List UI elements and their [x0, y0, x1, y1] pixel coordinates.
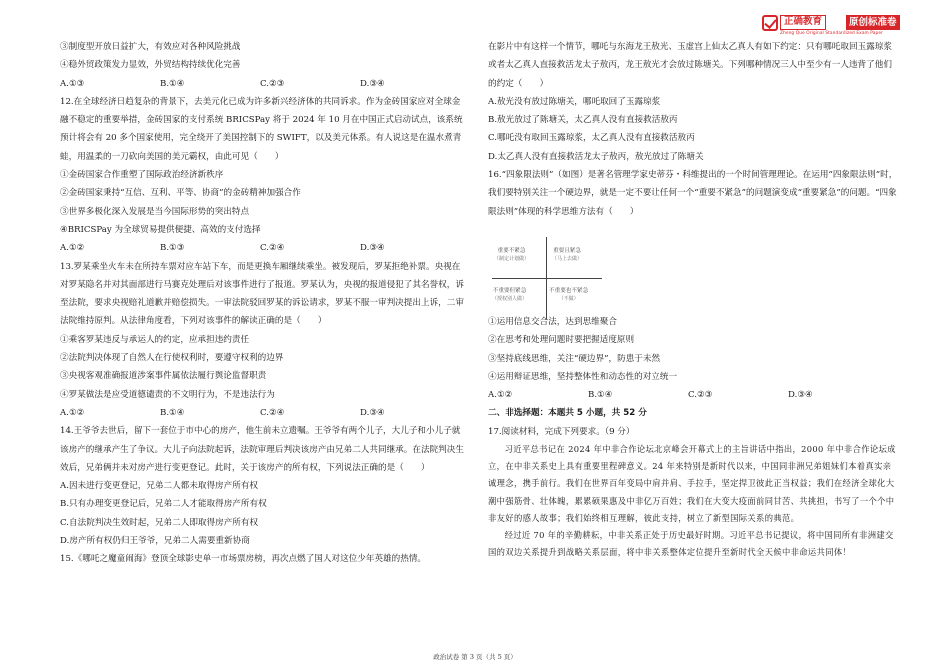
- q12-option-4: ④BRICSPay 为全球贸易提供便捷、高效的支付选择: [60, 224, 261, 235]
- quadrant-bottom-right: 不重要也不紧急 （不做）: [549, 288, 589, 302]
- vertical-axis: [546, 237, 547, 319]
- publisher-logo: [762, 13, 932, 39]
- q12-choices: [60, 239, 465, 257]
- logo-tag: 原创标准卷: [846, 15, 900, 30]
- horizontal-axis: [492, 278, 602, 279]
- q15-option-d: D.太乙真人没有直接救活龙太子敖丙，敖光放过了陈塘关: [488, 151, 704, 162]
- q15-option-c: C.哪吒没有取回玉露琼浆，太乙真人没有直接救活敖丙: [488, 133, 695, 144]
- q11-option-4: ④稳外贸政策发力显效，外贸结构持续优化完善: [60, 60, 241, 71]
- choice-c: C.②③: [260, 78, 285, 89]
- choice-b: B.①③: [160, 243, 185, 254]
- q17-stem: 17.阅读材料，完成下列要求。（9 分）: [488, 426, 635, 437]
- q15-stem: 15.《哪吒之魔童闹海》登顶全球影史单一市场票房榜，再次点燃了国人对这位少年英雄的热情。: [60, 554, 427, 565]
- q16-stem: 16.“四象限法则”（如图）是著名管理学家史蒂芬・科维提出的一个时间管理理论。在运用“四象限法则”时，我们要特别关注一个硬边界，就是一定不要让任何一个“重要不紧急”的问题演变成“重要紧急”的问题。“四象限法则”体现的科学思维方法有（ ）: [488, 170, 898, 217]
- q16-choices: [488, 386, 898, 404]
- q17-material-para-1: 习近平总书记在 2024 年中非合作论坛北京峰会开幕式上的主旨讲话中指出，2000 年中非合作论坛成立，在中非关系史上具有重要里程碑意义。24 年来特别是新时代以来，中国同非洲兄弟姐妹们本着真实亲诚理念，携手前行。我们在世界百年变局中肩并肩、手拉手，坚定捍卫彼此正当权益；我们在经济全球化大潮中强筋骨、壮体魄，累累硕果惠及中非亿万百姓；我们在大变大疫面前同甘苦、共挑担，书写了一个个中非友好的感人故事；我们始终相互理解，彼此支持，树立了新型国际关系的典范。: [488, 444, 896, 523]
- q12-option-1: ①金砖国家合作重塑了国际政治经济新秩序: [60, 170, 224, 181]
- choice-d: D.③④: [360, 78, 385, 89]
- q14-option-b: B.只有办理变更登记后，兄弟二人才能取得房产所有权: [60, 499, 267, 510]
- q16-option-4: ④运用辩证思维，坚持整体性和动态性的对立统一: [488, 371, 678, 382]
- q12-stem: 12.在全球经济日趋复杂的背景下，去美元化已成为许多新兴经济体的共同诉求。作为金砖国家应对全球金融不稳定的重要举措，金砖国家的支付系统 BRICSPay 将于 2024 年 10 月在中国正式启动试点，该系统预计将会有 20 多个国家使用，完全绕开了美国控制下的 SWIFT，以及美元体系。有人说这是在温水煮青蛙，用温柔的一刀砍向美国的美元霸权，由此可见（ ）: [60, 96, 463, 162]
- q13-option-3: ③央视客观准确报道涉案事件属依法履行舆论监督职责: [60, 371, 267, 382]
- q13-stem: 13.罗某乘坐火车未在所持车票对应车站下车，而是更换车厢继续乘坐。被发现后，罗某拒绝补票。央视在对罗某隐名并对其面部进行马赛克处理后对该事件进行了报道。罗某认为，央视的报道侵犯了其名誉权，诉至法院，要求央视赔礼道歉并赔偿损失。一审法院驳回罗某的诉讼请求，罗某不服一审判决提出上诉，二审法院维持原判。从法律角度看，下列对该事件的解读正确的是（ ）: [60, 261, 464, 327]
- q16-option-3: ③坚持底线思维，关注“硬边界”，防患于未然: [488, 353, 661, 364]
- choice-b: B.①④: [160, 407, 185, 418]
- choice-d: D.③④: [788, 390, 813, 401]
- quadrant-bottom-left: 不重要但紧急 （授权别人做）: [492, 288, 528, 302]
- choice-a: A.①②: [60, 407, 85, 418]
- choice-c: C.②④: [260, 243, 285, 254]
- choice-b: B.①④: [160, 78, 185, 89]
- q13-option-4: ④罗某做法是应受道德谴责的不文明行为，不是违法行为: [60, 389, 275, 400]
- choice-c: C.②③: [688, 390, 713, 401]
- q12-option-2: ②金砖国家秉持“互信、互利、平等、协商”的金砖精神加强合作: [60, 188, 301, 199]
- q11-option-3: ③制度型开放日益扩大，有效应对各种风险挑战: [60, 42, 241, 52]
- q15-option-b: B.敖光放过了陈塘关，太乙真人没有直接救活敖丙: [488, 115, 678, 126]
- choice-c: C.②④: [260, 407, 285, 418]
- q16-option-2: ②在思考和处理问题时要把握适度原则: [488, 335, 635, 346]
- q14-option-a: A.因未进行变更登记，兄弟二人都未取得房产所有权: [60, 481, 259, 492]
- checkmark-icon: [762, 15, 778, 31]
- q15-option-a: A.敖光没有放过陈塘关，哪吒取回了玉露琼浆: [488, 96, 661, 107]
- left-column: [60, 38, 465, 569]
- logo-brand: 正确教育: [780, 15, 826, 30]
- logo-subtitle: Zheng Que Original Standardized Exam Paper: [780, 31, 883, 36]
- q13-choices: [60, 404, 465, 422]
- q12-option-3: ③世界多极化深入发展是当今国际形势的突出特点: [60, 206, 250, 217]
- choice-a: A.①②: [60, 243, 85, 254]
- section-title: 二、非选择题：本题共 5 小题，共 52 分: [488, 408, 647, 419]
- q15-stem-continued: 在影片中有这样一个情节，哪吒与东海龙王敖光、玉虚宫上仙太乙真人有如下约定：只有哪吒取回玉露琼浆或者太乙真人直接救活龙太子敖丙，龙王敖光才会放过陈塘关。下列哪种情况三人中至少有一人违背了他们的约定（ ）: [488, 42, 892, 89]
- quadrant-top-left: 重要不紧急 （制定计划做）: [494, 248, 530, 262]
- q13-option-2: ②法院判决体现了自然人在行使权利时，要遵守权利的边界: [60, 353, 284, 364]
- quadrant-top-right: 重要且紧急 （马上去做）: [552, 248, 583, 262]
- choice-d: D.③④: [360, 243, 385, 254]
- choice-a: A.①③: [60, 78, 85, 89]
- q11-choices: [60, 75, 465, 93]
- choice-b: B.①④: [588, 390, 613, 401]
- q13-option-1: ①乘客罗某违反与承运人的约定，应承担违约责任: [60, 334, 250, 345]
- choice-a: A.①②: [488, 390, 513, 401]
- four-quadrant-diagram: [492, 237, 602, 319]
- q14-stem: 14.王爷爷去世后，留下一套位于市中心的房产，他生前未立遗嘱。王爷爷有两个儿子，大儿子和小儿子就该房产的继承产生了争议。大儿子向法院起诉，法院审理后判决该房产由兄弟二人共同继承。在法院判决生效后，兄弟俩并未对房产进行变更登记。此时，关于该房产的所有权，下列说法正确的是（ ）: [60, 426, 464, 473]
- q17-material-para-2: 经过近 70 年的辛勤耕耘，中非关系正处于历史最好时期。习近平总书记提议，将中国同所有非洲建交国的双边关系提升到战略关系层面，将中非关系整体定位提升至新时代全天候中非命运共同体！: [488, 530, 894, 558]
- q16-option-1: ①运用信息交合法，达到思维聚合: [488, 316, 617, 327]
- page-footer: 政治试卷 第 3 页（共 5 页）: [433, 653, 517, 661]
- q14-option-d: D.房产所有权仍归王爷爷，兄弟二人需要重新协商: [60, 536, 250, 547]
- choice-d: D.③④: [360, 407, 385, 418]
- q14-option-c: C.自法院判决生效时起，兄弟二人即取得房产所有权: [60, 517, 259, 528]
